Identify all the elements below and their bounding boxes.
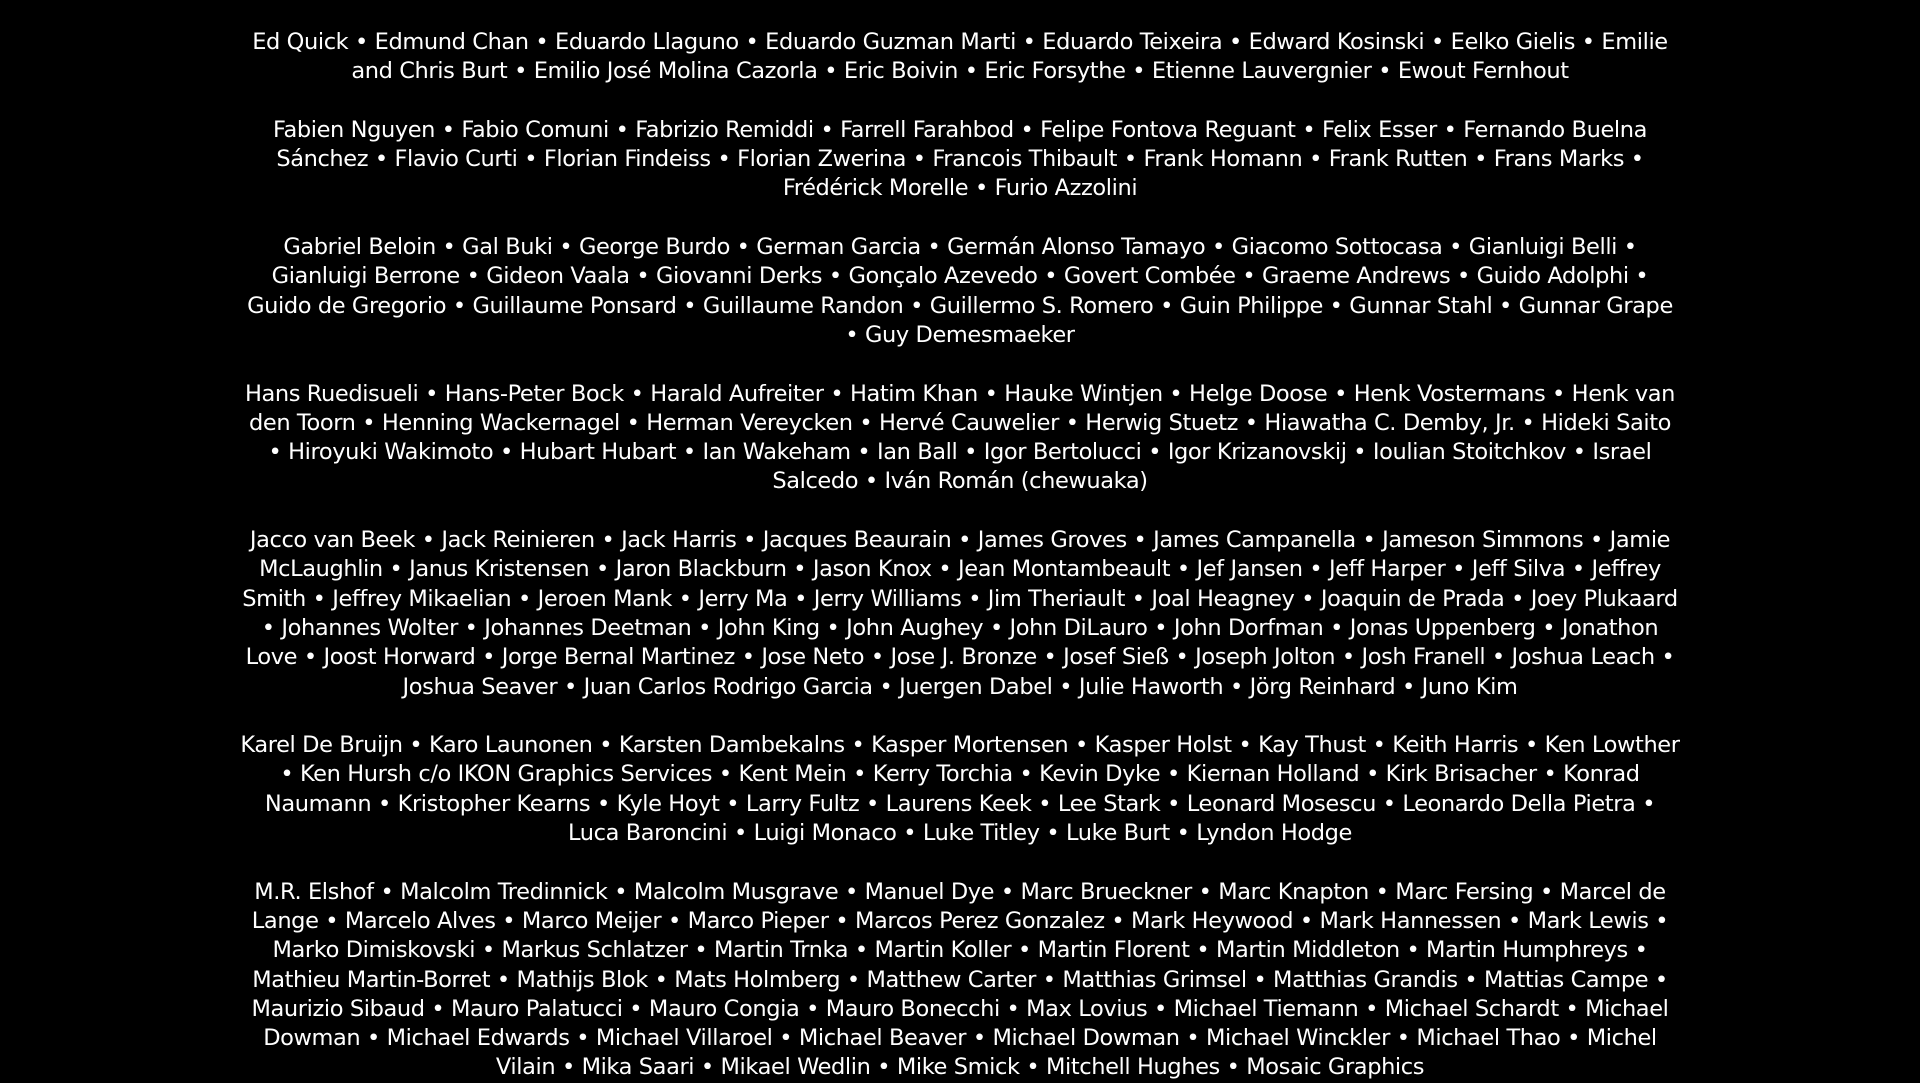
credits-group-k-l: Karel De Bruijn • Karo Launonen • Karsten Dambekalns • Kasper Mortensen • Kasper Holst • Kay Thust • Keith Harris • Ken Lowther • Ken Hursh c/o IKON Graphics Services • Kent Mein • Kerry Torchia • Kevin Dyke • Kiernan Holland • Kirk Brisacher • Konrad Naumann • Kristopher Kearns • Kyle Hoyt • Larry Fultz • Laurens Keek • Lee Stark • Leonard Mosescu • Leonardo Della Pietra • Luca Baroncini • Luigi Monaco • Luke Titley • Luke Burt • Lyndon Hodge <box>240 732 1680 847</box>
credits-group-g: Gabriel Beloin • Gal Buki • George Burdo • German Garcia • Germán Alonso Tamayo • Giacomo Sottocasa • Gianluigi Belli • Gianluigi Berrone • Gideon Vaala • Giovanni Derks • Gonçalo Azevedo • Govert Combée • Graeme Andrews • Guido Adolphi • Guido de Gregorio • Guillaume Ponsard • Guillaume Randon • Guillermo S. Romero • Guin Philippe • Gunnar Stahl • Gunnar Grape • Guy Demesmaeker <box>247 234 1673 348</box>
credits-group-e: Ed Quick • Edmund Chan • Eduardo Llaguno • Eduardo Guzman Marti • Eduardo Teixeira • Edward Kosinski • Eelko Gielis • Emilie and Chris Burt • Emilio José Molina Cazorla • Eric Boivin • Eric Forsythe • Etienne Lauvergnier • Ewout Fernhout <box>252 29 1668 85</box>
credits-group-h-i: Hans Ruedisueli • Hans-Peter Bock • Harald Aufreiter • Hatim Khan • Hauke Wintjen • Helge Doose • Henk Vostermans • Henk van den Toorn • Henning Wackernagel • Herman Vereycken • Hervé Cauwelier • Herwig Stuetz • Hiawatha C. Demby, Jr. • Hideki Saito • Hiroyuki Wakimoto • Hubart Hubart • Ian Wakeham • Ian Ball • Igor Bertolucci • Igor Krizanovskij • Ioulian Stoitchkov • Israel Salcedo • Iván Román (chewuaka) <box>244 380 1676 495</box>
credits-group-f: Fabien Nguyen • Fabio Comuni • Fabrizio Remiddi • Farrell Farahbod • Felipe Fontova Reguant • Felix Esser • Fernando Buelna Sánchez • Flavio Curti • Florian Findeiss • Florian Zwerina • Francois Thibault • Frank Homann • Frank Rutten • Frans Marks • Frédérick Morelle • Furio Azzolini <box>273 116 1647 202</box>
credits-group-j: Jacco van Beek • Jack Reinieren • Jack Harris • Jacques Beaurain • James Groves • James Campanella • Jameson Simmons • Jamie McLaughlin • Janus Kristensen • Jaron Blackburn • Jason Knox • Jean Montambeault • Jef Jansen • Jeff Harper • Jeff Silva • Jeffrey Smith • Jeffrey Mikaelian • Jeroen Mank • Jerry Ma • Jerry Williams • Jim Theriault • Joal Heagney • Joaquin de Prada • Joey Plukaard • Johannes Wolter • Johannes Deetman • John King • John Aughey • John DiLauro • John Dorfman • Jonas Uppenberg • Jonathon Love • Joost Horward • Jorge Bernal Martinez • Jose Neto • Jose J. Bronze • Josef Sieß • Joseph Jolton • Josh Franell • Joshua Leach • Joshua Seaver • Juan Carlos Rodrigo Garcia • Juergen Dabel • Julie Haworth • Jörg Reinhard • Juno Kim <box>242 527 1678 700</box>
credits-list <box>240 28 1680 1083</box>
credits-group-m: M.R. Elshof • Malcolm Tredinnick • Malcolm Musgrave • Manuel Dye • Marc Brueckner • Marc Knapton • Marc Fersing • Marcel de Lange • Marcelo Alves • Marco Meijer • Marco Pieper • Marcos Perez Gonzalez • Mark Heywood • Mark Hannessen • Mark Lewis • Marko Dimiskovski • Markus Schlatzer • Martin Trnka • Martin Koller • Martin Florent • Martin Middleton • Martin Humphreys • Mathieu Martin-Borret • Mathijs Blok • Mats Holmberg • Matthew Carter • Matthias Grimsel • Matthias Grandis • Mattias Campe • Maurizio Sibaud • Mauro Palatucci • Mauro Congia • Mauro Bonecchi • Max Lovius • Michael Tiemann • Michael Schardt • Michael Dowman • Michael Edwards • Michael Villaroel • Michael Beaver • Michael Dowman • Michael Winckler • Michael Thao • Michel Vilain • Mika Saari • Mikael Wedlin • Mike Smick • Mitchell Hughes • Mosaic Graphics <box>251 878 1669 1081</box>
